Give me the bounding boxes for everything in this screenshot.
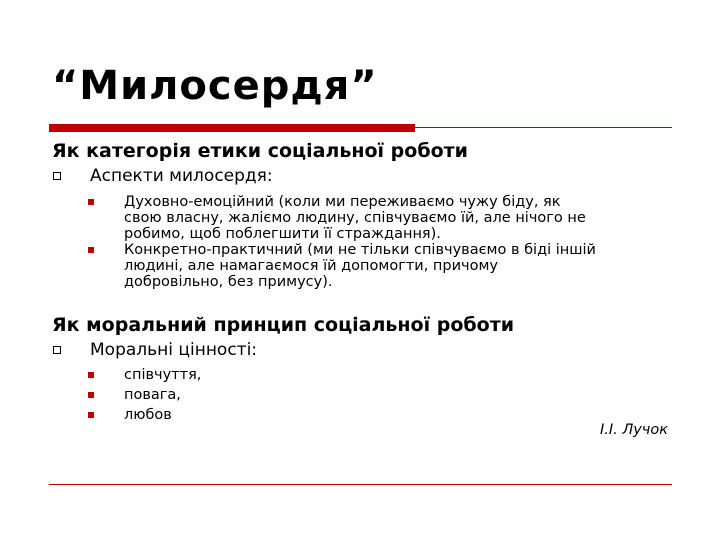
sub-item-respect <box>52 387 682 403</box>
author-signature: І.І. Лучок <box>599 422 668 438</box>
list-item-label: Аспекти милосердя: <box>90 166 273 186</box>
sub-item-love <box>52 407 682 423</box>
text-line: робимо, щоб поблегшити її страждання). <box>124 226 441 242</box>
section-heading: Як моральний принцип соціальної роботи <box>52 314 515 336</box>
text-line: добровільно, без примусу). <box>124 274 333 290</box>
text-line: співчуття, <box>124 367 202 383</box>
text-line: Духовно-емоційний (коли ми переживаємо чужу біду, як <box>124 194 561 210</box>
red-square-bullet-icon <box>88 412 94 418</box>
hollow-square-bullet-icon <box>53 346 61 354</box>
section-category <box>52 140 682 290</box>
text-line: свою власну, жаліємо людину, співчуваємо їй, але нічого не <box>124 210 586 226</box>
section-heading: Як категорія етики соціальної роботи <box>52 140 468 162</box>
bottom-rule <box>49 484 672 485</box>
red-square-bullet-icon <box>88 247 94 253</box>
list-item-values <box>52 339 682 361</box>
slide-title: “Милосердя” <box>52 63 378 109</box>
title-rule-thick <box>49 124 415 132</box>
red-square-bullet-icon <box>88 392 94 398</box>
list-item-label: Моральні цінності: <box>90 340 258 360</box>
text-line: Конкретно-практичний (ми не тільки співчуваємо в біді іншій <box>124 242 596 258</box>
red-square-bullet-icon <box>88 199 94 205</box>
red-square-bullet-icon <box>88 372 94 378</box>
text-line: людині, але намагаємося їй допомогти, причому <box>124 258 498 274</box>
hollow-square-bullet-icon <box>53 172 61 180</box>
section-principle <box>52 314 682 423</box>
sub-item-practical <box>52 242 682 290</box>
text-line: повага, <box>124 387 181 403</box>
sub-item-compassion <box>52 367 682 383</box>
text-line: любов <box>124 407 172 423</box>
title-underline <box>49 124 672 132</box>
sub-item-spiritual <box>52 194 682 242</box>
list-item-aspects <box>52 165 682 187</box>
